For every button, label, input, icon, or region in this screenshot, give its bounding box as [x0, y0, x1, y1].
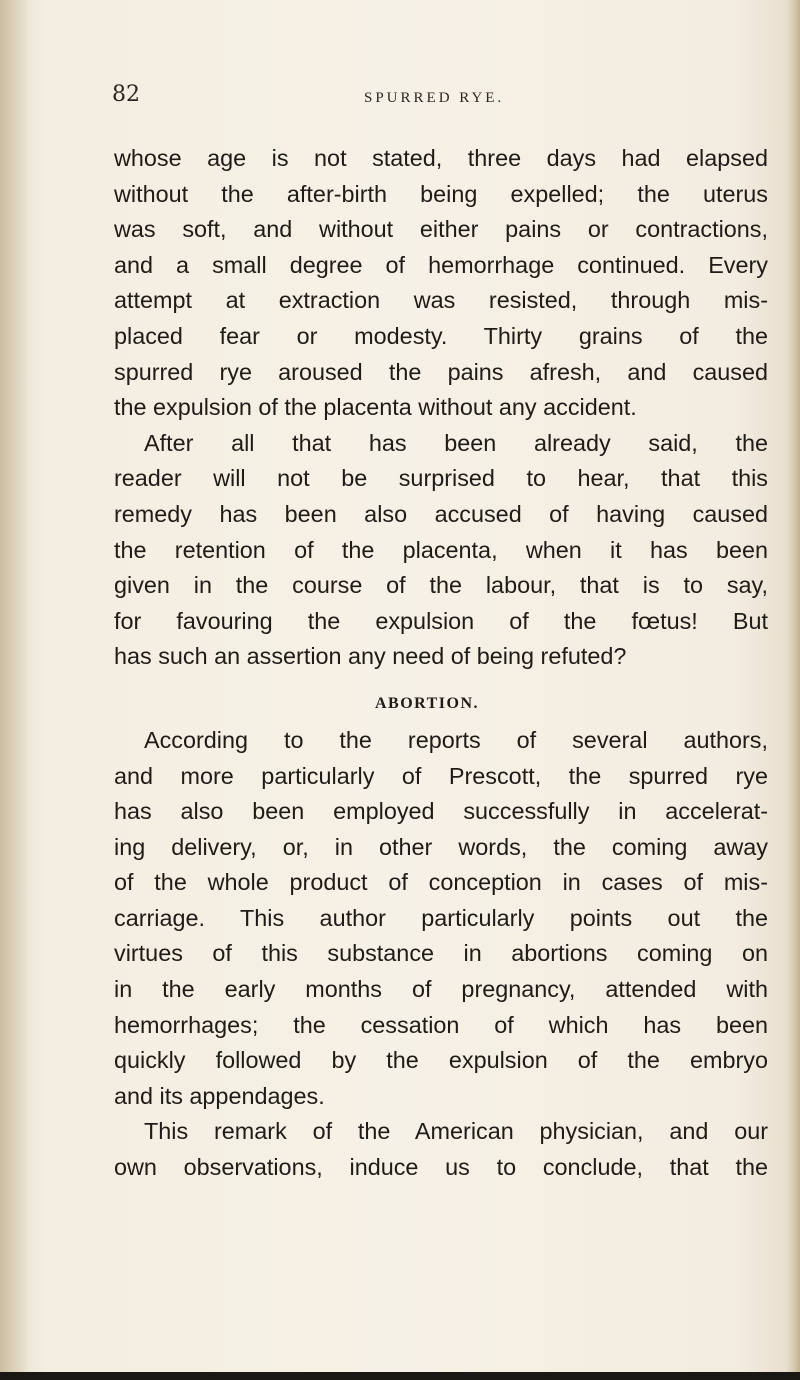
text-line: quickly followed by the expulsion of the embryo — [114, 1047, 768, 1074]
text-line: in the early months of pregnancy, attended with — [114, 976, 768, 1003]
running-title: SPURRED RYE. — [364, 90, 505, 106]
text-line: and a small degree of hemorrhage continued. Every — [114, 251, 768, 278]
text-line: carriage. This author particularly points out the — [114, 904, 768, 931]
text-line: ing delivery, or, in other words, the coming away — [114, 833, 768, 860]
running-head — [112, 82, 752, 118]
section-heading: ABORTION. — [374, 694, 480, 712]
text-line: spurred rye aroused the pains afresh, and caused — [114, 358, 768, 385]
text-line: virtues of this substance in abortions coming on — [114, 940, 768, 967]
text-line: and its appendages. — [114, 1082, 325, 1109]
text-line: given in the course of the labour, that is to say, — [114, 572, 768, 599]
text-line: and more particularly of Prescott, the spurred rye — [114, 762, 768, 789]
text-line: hemorrhages; the cessation of which has been — [114, 1011, 768, 1038]
text-line: has also been employed successfully in accelerat- — [114, 798, 768, 825]
text-line: According to the reports of several authors, — [144, 726, 768, 753]
text-line: the expulsion of the placenta without any accident. — [114, 394, 637, 421]
text-line: placed fear or modesty. Thirty grains of the — [114, 322, 768, 349]
page-number: 82 — [112, 82, 140, 107]
text-line: whose age is not stated, three days had elapsed — [114, 145, 768, 171]
body-text — [114, 141, 768, 1186]
bottom-edge — [0, 1372, 800, 1380]
text-line: remedy has been also accused of having caused — [114, 500, 768, 527]
text-line: the retention of the placenta, when it has been — [114, 536, 768, 563]
page-gutter-shadow — [0, 0, 30, 1380]
text-line: This remark of the American physician, and our — [144, 1118, 768, 1145]
text-line: was soft, and without either pains or contractions, — [114, 216, 768, 243]
text-line: reader will not be surprised to hear, that this — [114, 465, 768, 492]
text-line: has such an assertion any need of being refuted? — [114, 643, 627, 670]
text-line: attempt at extraction was resisted, through mis- — [114, 287, 768, 314]
text-line: for favouring the expulsion of the fœtus! But — [114, 607, 768, 634]
text-line: own observations, induce us to conclude, that the — [114, 1154, 768, 1181]
text-line: After all that has been already said, the — [144, 429, 768, 456]
text-line: without the after-birth being expelled; the uterus — [114, 180, 768, 207]
text-line: of the whole product of conception in cases of mis- — [114, 869, 768, 896]
page-edge-shadow — [786, 0, 800, 1380]
